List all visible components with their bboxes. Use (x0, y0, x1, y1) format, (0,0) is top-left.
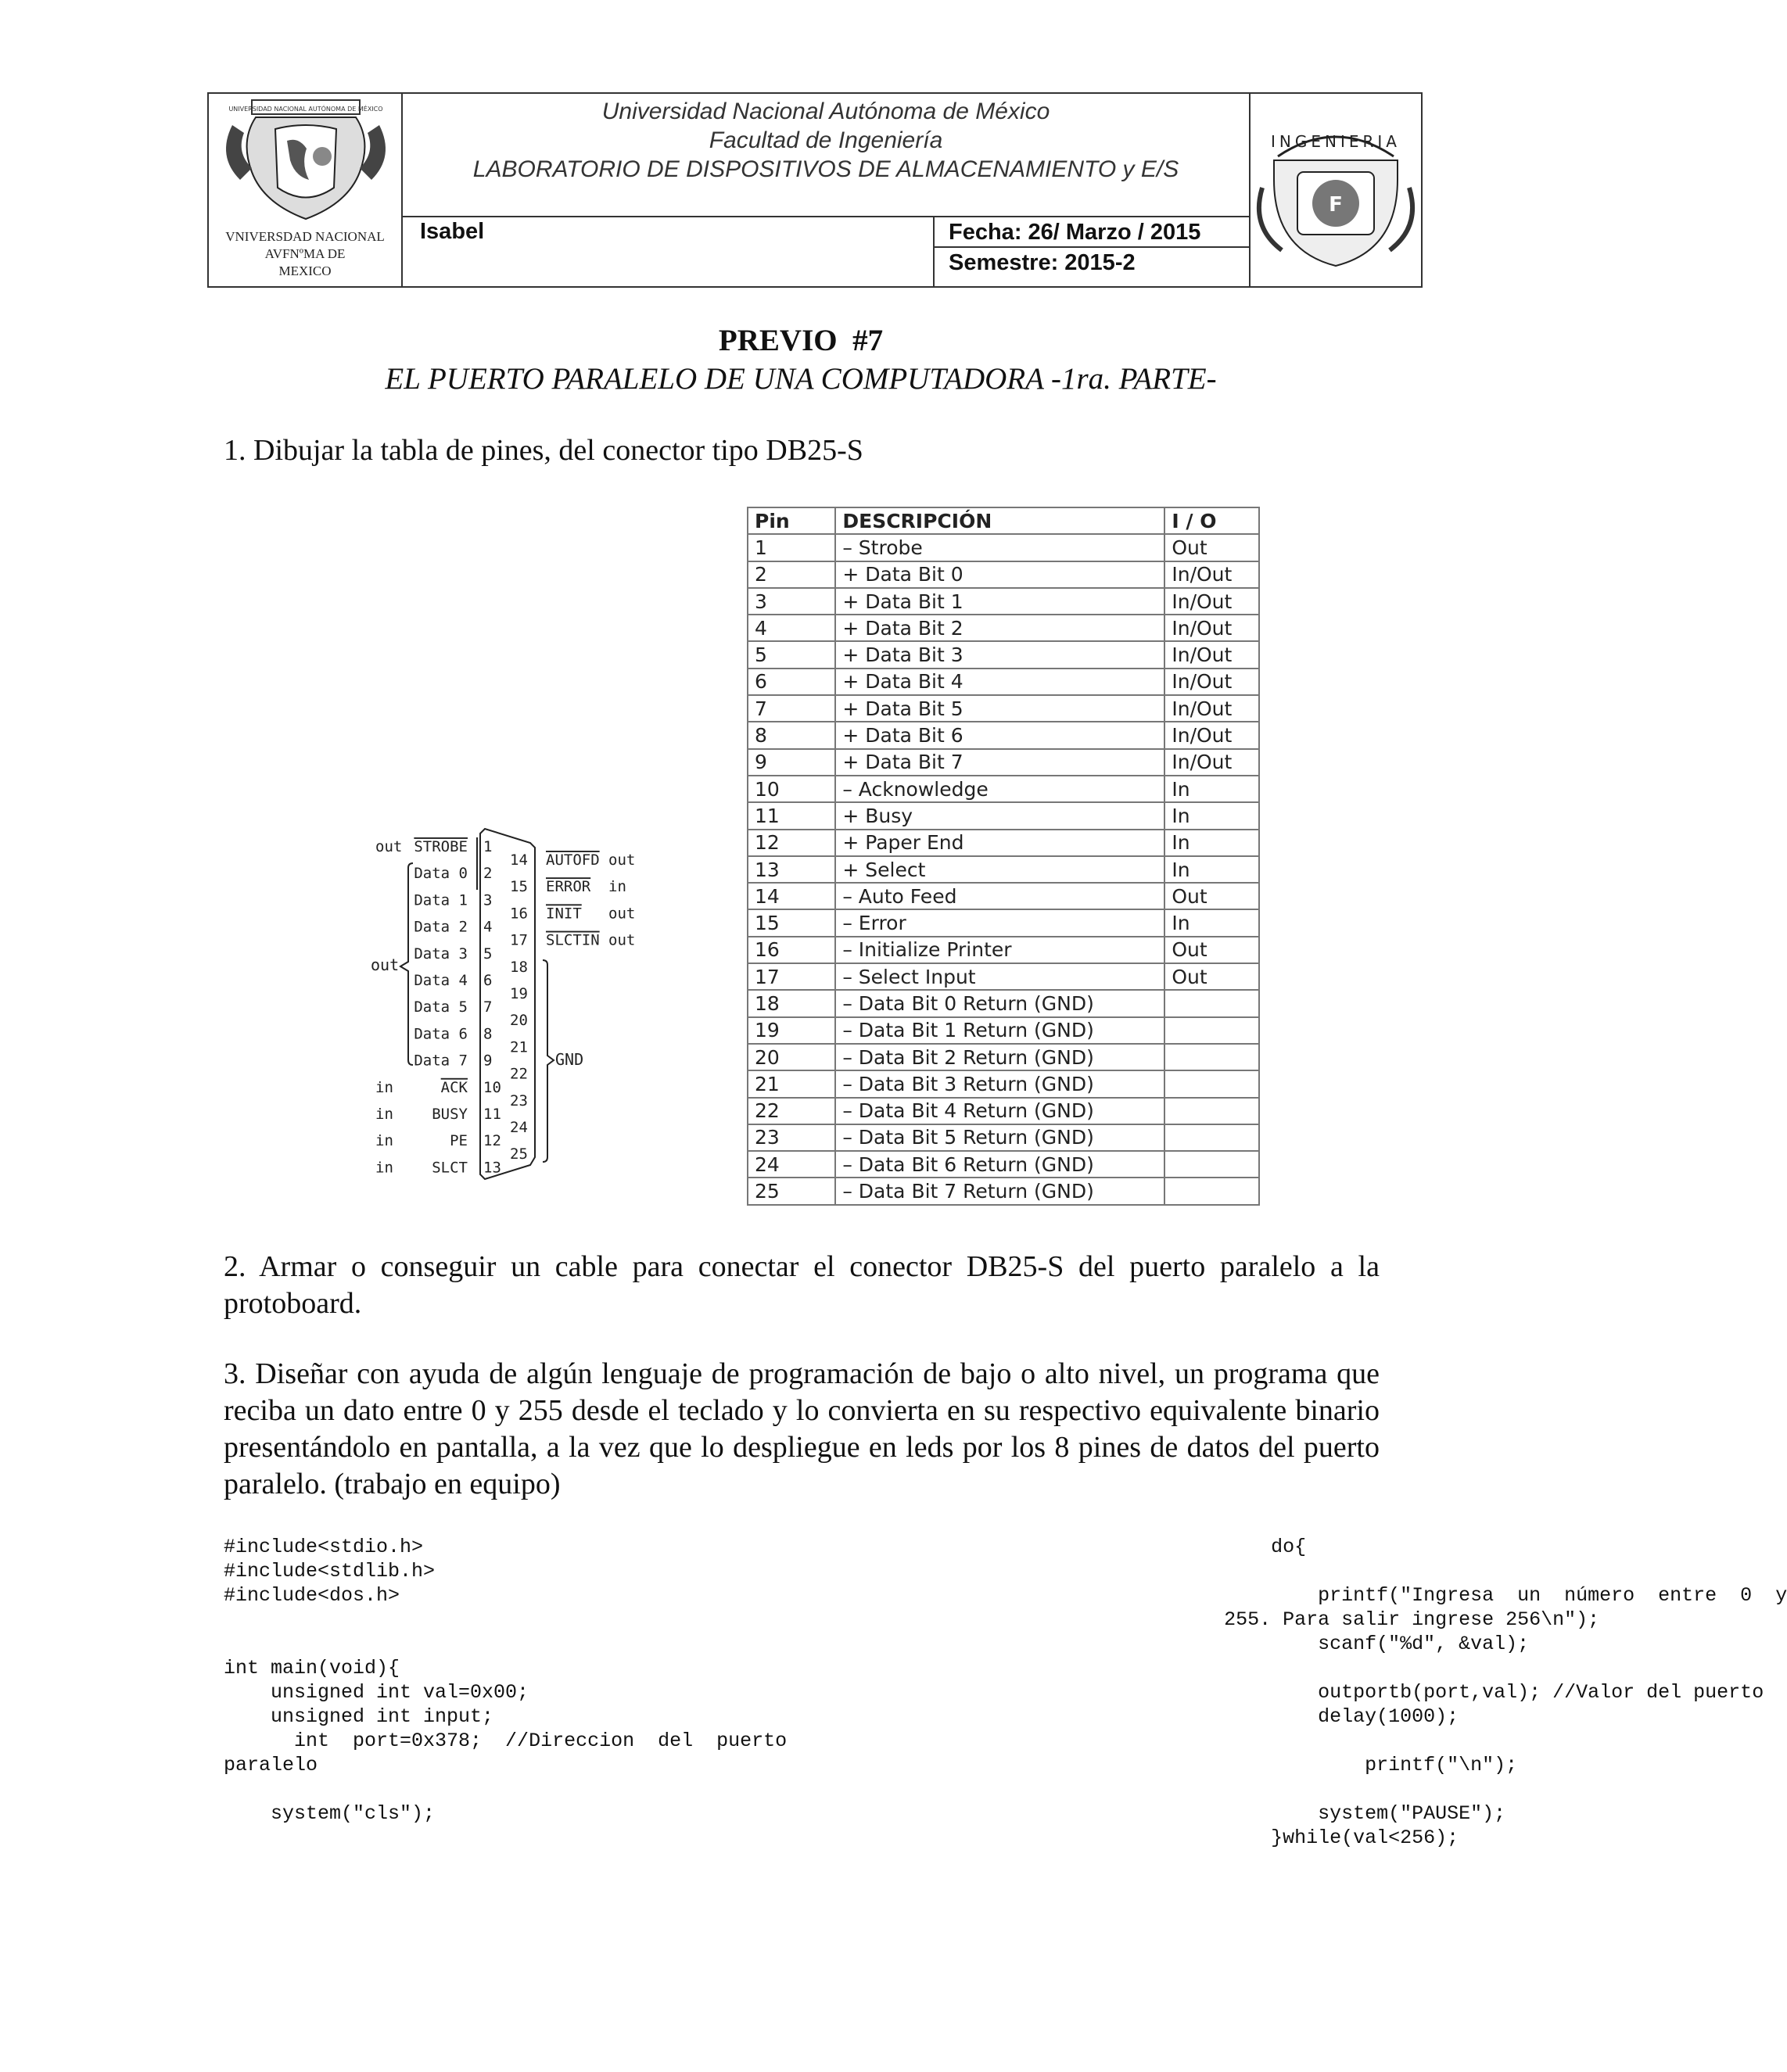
pin-number-cell: 15 (748, 909, 835, 936)
out-data-brace (400, 863, 413, 1065)
connector-left-signal: BUSY (432, 1106, 468, 1123)
pin-io-cell: Out (1164, 963, 1259, 990)
lab-name: LABORATORIO DE DISPOSITIVOS DE ALMACENAMIENTO y E/S (472, 156, 1179, 182)
pin-number-cell: 23 (748, 1124, 835, 1151)
pin-io-cell (1164, 1070, 1259, 1097)
pin-row (748, 776, 1259, 802)
semester-field: Semestre: 2015-2 (949, 250, 1136, 275)
pin-row (748, 990, 1259, 1016)
pin-io-cell (1164, 1098, 1259, 1124)
pin-io-cell (1164, 990, 1259, 1016)
connector-bottom-pin-number: 17 (510, 931, 528, 949)
pin-io-cell (1164, 1017, 1259, 1044)
pin-description-cell: – Initialize Printer (835, 937, 1164, 963)
pin-row (748, 534, 1259, 561)
logo-text-line-3: MEXICO (278, 263, 332, 278)
pin-io-cell (1164, 1124, 1259, 1151)
pin-io-cell: In/Out (1164, 669, 1259, 695)
pin-io-cell: In (1164, 802, 1259, 829)
pin-description-cell: – Data Bit 6 Return (GND) (835, 1151, 1164, 1178)
pin-number-cell: 18 (748, 990, 835, 1016)
pin-row (748, 1151, 1259, 1178)
university-name: Universidad Nacional Autónoma de México (601, 99, 1050, 124)
pin-number-cell: 7 (748, 695, 835, 722)
pin-number-cell: 8 (748, 722, 835, 748)
connector-bottom-pin-number: 19 (510, 985, 528, 1002)
pin-number-cell: 12 (748, 830, 835, 856)
out-group-label: out (371, 955, 400, 974)
pin-row (748, 830, 1259, 856)
connector-left-signal: Data 7 (414, 1052, 468, 1070)
ingenieria-ring-text: INGENIERIA (1271, 132, 1401, 151)
pin-number-cell: 10 (748, 776, 835, 802)
connector-left-direction: in (375, 1106, 393, 1123)
connector-left-signal: Data 6 (414, 1025, 468, 1043)
pin-number-cell: 11 (748, 802, 835, 829)
connector-left-direction: out (375, 838, 403, 855)
io-header: I / O (1164, 507, 1259, 534)
pin-row (748, 1098, 1259, 1124)
pin-description-cell: + Paper End (835, 830, 1164, 856)
connector-top-pin-number: 6 (483, 972, 493, 989)
pin-description-cell: + Data Bit 7 (835, 749, 1164, 776)
pin-io-cell (1164, 1178, 1259, 1204)
pin-description-cell: + Data Bit 1 (835, 588, 1164, 615)
code-right-column: do{ printf("Ingresa un número entre 0 y 255. Para salir ingrese 256\n"); scanf("%d", &val); outportb(port,val); //Valor del puerto delay(1000); printf("\n"); system("PAUSE"); }while(val<256); (1224, 1536, 1787, 1849)
pin-description-cell: – Data Bit 1 Return (GND) (835, 1017, 1164, 1044)
pin-description-cell: – Data Bit 5 Return (GND) (835, 1124, 1164, 1151)
logo-text-line-2: AVFNºMA DE (264, 246, 346, 261)
pin-description-cell: – Data Bit 0 Return (GND) (835, 990, 1164, 1016)
header-box (207, 92, 1423, 288)
pin-row (748, 588, 1259, 615)
pin-number-cell: 24 (748, 1151, 835, 1178)
pin-number-cell: 1 (748, 534, 835, 561)
pin-io-cell: In/Out (1164, 588, 1259, 615)
pin-number-cell: 13 (748, 856, 835, 883)
pin-description-cell: + Data Bit 4 (835, 669, 1164, 695)
connector-bottom-pin-number: 21 (510, 1038, 528, 1056)
connector-left-signal: Data 1 (414, 891, 468, 909)
pin-number-cell: 2 (748, 561, 835, 588)
item-1-text: 1. Dibujar la tabla de pines, del conector tipo DB25-S (224, 434, 863, 467)
connector-top-pin-number: 7 (483, 998, 493, 1016)
pin-table (747, 507, 1260, 1206)
connector-bottom-pin-number: 24 (510, 1119, 528, 1136)
pin-description-cell: + Data Bit 2 (835, 615, 1164, 641)
connector-right-signal: ERROR (546, 878, 591, 896)
pin-description-cell: + Data Bit 6 (835, 722, 1164, 748)
pin-table-header (748, 507, 1259, 534)
connector-top-pin-number: 4 (483, 918, 493, 936)
connector-top-pin-number: 5 (483, 945, 493, 963)
pin-number-cell: 17 (748, 963, 835, 990)
connector-top-pin-number: 11 (483, 1106, 501, 1123)
pin-description-cell: – Data Bit 3 Return (GND) (835, 1070, 1164, 1097)
pin-number-cell: 22 (748, 1098, 835, 1124)
connector-top-pin-number: 2 (483, 865, 493, 883)
pin-row (748, 1178, 1259, 1204)
connector-right-signal: INIT (546, 905, 582, 923)
pin-io-cell: In/Out (1164, 561, 1259, 588)
pin-row (748, 1044, 1259, 1070)
connector-right-direction: in (608, 878, 626, 896)
pin-row (748, 695, 1259, 722)
pin-row (748, 937, 1259, 963)
pin-number-cell: 3 (748, 588, 835, 615)
pin-description-cell: – Acknowledge (835, 776, 1164, 802)
pin-io-cell: In (1164, 776, 1259, 802)
connector-right-direction: out (608, 931, 636, 949)
code-left-column: #include<stdio.h> #include<stdlib.h> #include<dos.h> int main(void){ unsigned int val=0x00; unsigned int input; int port=0x378; //Direccion del puerto paralelo system("cls"); (224, 1536, 788, 1825)
ingenieria-logo-icon (1251, 94, 1421, 286)
pin-io-cell (1164, 1151, 1259, 1178)
pin-number-cell: 21 (748, 1070, 835, 1097)
connector-left-direction: in (375, 1132, 393, 1150)
pin-io-cell (1164, 1044, 1259, 1070)
pin-io-cell: In/Out (1164, 749, 1259, 776)
connector-bottom-pin-number: 18 (510, 958, 528, 976)
connector-right-direction: out (608, 851, 636, 869)
logo-text-line-1: VNIVERSDAD NACIONAL (225, 229, 385, 244)
fi-letter: F (1329, 193, 1343, 217)
connector-right-signal: AUTOFD (546, 851, 600, 869)
connector-bottom-pin-number: 20 (510, 1012, 528, 1030)
pin-io-cell: In (1164, 856, 1259, 883)
pin-row (748, 1017, 1259, 1044)
pin-row (748, 1070, 1259, 1097)
pin-io-cell: In (1164, 909, 1259, 936)
pin-row (748, 963, 1259, 990)
connector-left-signal: Data 4 (414, 972, 468, 989)
pin-row (748, 909, 1259, 936)
connector-top-pin-number: 12 (483, 1132, 501, 1150)
pin-row (748, 883, 1259, 909)
pin-io-cell: In/Out (1164, 722, 1259, 748)
unam-shield-icon (209, 94, 401, 231)
pin-row (748, 641, 1259, 668)
connector-bottom-pin-number: 25 (510, 1145, 528, 1163)
pin-row (748, 1124, 1259, 1151)
document-subtitle: EL PUERTO PARALELO DE UNA COMPUTADORA -1ra. PARTE- (385, 362, 1217, 396)
item-3-text: 3. Diseñar con ayuda de algún lenguaje de programación de bajo o alto nivel, un programa que reciba un dato entre 0 y 255 desde el teclado y lo convierta en su respectivo equivalente binario presentándolo en pantalla, a la vez que lo despliegue en leds por los 8 pines de datos del puerto paralelo. (trabajo en equipo) (224, 1357, 1380, 1500)
connector-left-signal: ACK (440, 1078, 468, 1096)
unam-ring-text: UNIVERSIDAD NACIONAL AUTÓNOMA DE MÉXICO (228, 106, 383, 113)
connector-right-signal: SLCTIN (546, 931, 600, 949)
connector-left-signal: Data 2 (414, 918, 468, 936)
pin-row (748, 669, 1259, 695)
pin-header: Pin (748, 507, 835, 534)
pin-number-cell: 4 (748, 615, 835, 641)
pin-row (748, 856, 1259, 883)
date-field: Fecha: 26/ Marzo / 2015 (949, 220, 1201, 245)
pin-number-cell: 14 (748, 883, 835, 909)
pin-description-cell: + Busy (835, 802, 1164, 829)
pin-description-cell: + Data Bit 5 (835, 695, 1164, 722)
pin-io-cell: Out (1164, 937, 1259, 963)
pin-number-cell: 20 (748, 1044, 835, 1070)
document-title: PREVIO #7 (718, 324, 884, 357)
connector-left-signal: Data 3 (414, 945, 468, 963)
pin-description-cell: – Strobe (835, 534, 1164, 561)
student-name: Isabel (420, 219, 485, 244)
pin-row (748, 749, 1259, 776)
item-2-text: 2. Armar o conseguir un cable para conectar el conector DB25-S del puerto paralelo a la protoboard. (224, 1250, 1380, 1320)
pin-number-cell: 9 (748, 749, 835, 776)
pin-description-cell: + Data Bit 0 (835, 561, 1164, 588)
connector-left-signal: Data 5 (414, 998, 468, 1016)
pin-number-cell: 16 (748, 937, 835, 963)
description-header: DESCRIPCIÓN (835, 507, 1164, 534)
connector-left-signal: STROBE (414, 838, 468, 855)
pin-row (748, 615, 1259, 641)
connector-left-direction: in (375, 1078, 393, 1096)
connector-top-pin-number: 10 (483, 1078, 501, 1096)
pin-io-cell: Out (1164, 534, 1259, 561)
connector-bottom-pin-number: 15 (510, 878, 528, 896)
connector-top-pin-number: 9 (483, 1052, 493, 1070)
connector-left-signal: SLCT (432, 1159, 468, 1177)
pin-number-cell: 19 (748, 1017, 835, 1044)
connector-bottom-pin-number: 23 (510, 1092, 528, 1109)
connector-top-pin-number: 1 (483, 838, 493, 855)
db25-connector-diagram (368, 829, 649, 1188)
gnd-label: GND (555, 1050, 584, 1069)
pin-description-cell: – Data Bit 2 Return (GND) (835, 1044, 1164, 1070)
pin-description-cell: – Data Bit 4 Return (GND) (835, 1098, 1164, 1124)
pin-io-cell: In/Out (1164, 695, 1259, 722)
gnd-brace (543, 960, 554, 1162)
connector-right-direction: out (608, 905, 636, 923)
connector-left-signal: PE (450, 1132, 468, 1150)
connector-top-pin-number: 13 (483, 1159, 501, 1177)
faculty-name: Facultad de Ingeniería (709, 127, 943, 153)
pin-io-cell: In/Out (1164, 615, 1259, 641)
connector-bottom-pin-number: 16 (510, 905, 528, 923)
pin-description-cell: – Auto Feed (835, 883, 1164, 909)
connector-bottom-pin-number: 14 (510, 851, 528, 869)
pin-description-cell: + Data Bit 3 (835, 641, 1164, 668)
connector-left-direction: in (375, 1159, 393, 1177)
pin-description-cell: – Select Input (835, 963, 1164, 990)
fi-logo (1251, 94, 1421, 286)
pin-io-cell: In (1164, 830, 1259, 856)
connector-left-signal: Data 0 (414, 865, 468, 883)
connector-top-pin-number: 8 (483, 1025, 493, 1043)
pin-io-cell: In/Out (1164, 641, 1259, 668)
pin-description-cell: + Select (835, 856, 1164, 883)
unam-logo (209, 94, 401, 286)
pin-row (748, 561, 1259, 588)
pin-description-cell: – Error (835, 909, 1164, 936)
pin-row (748, 722, 1259, 748)
pin-number-cell: 5 (748, 641, 835, 668)
pin-number-cell: 25 (748, 1178, 835, 1204)
pin-row (748, 802, 1259, 829)
connector-bottom-pin-number: 22 (510, 1065, 528, 1083)
pin-io-cell: Out (1164, 883, 1259, 909)
pin-description-cell: – Data Bit 7 Return (GND) (835, 1178, 1164, 1204)
connector-top-pin-number: 3 (483, 891, 493, 909)
pin-number-cell: 6 (748, 669, 835, 695)
